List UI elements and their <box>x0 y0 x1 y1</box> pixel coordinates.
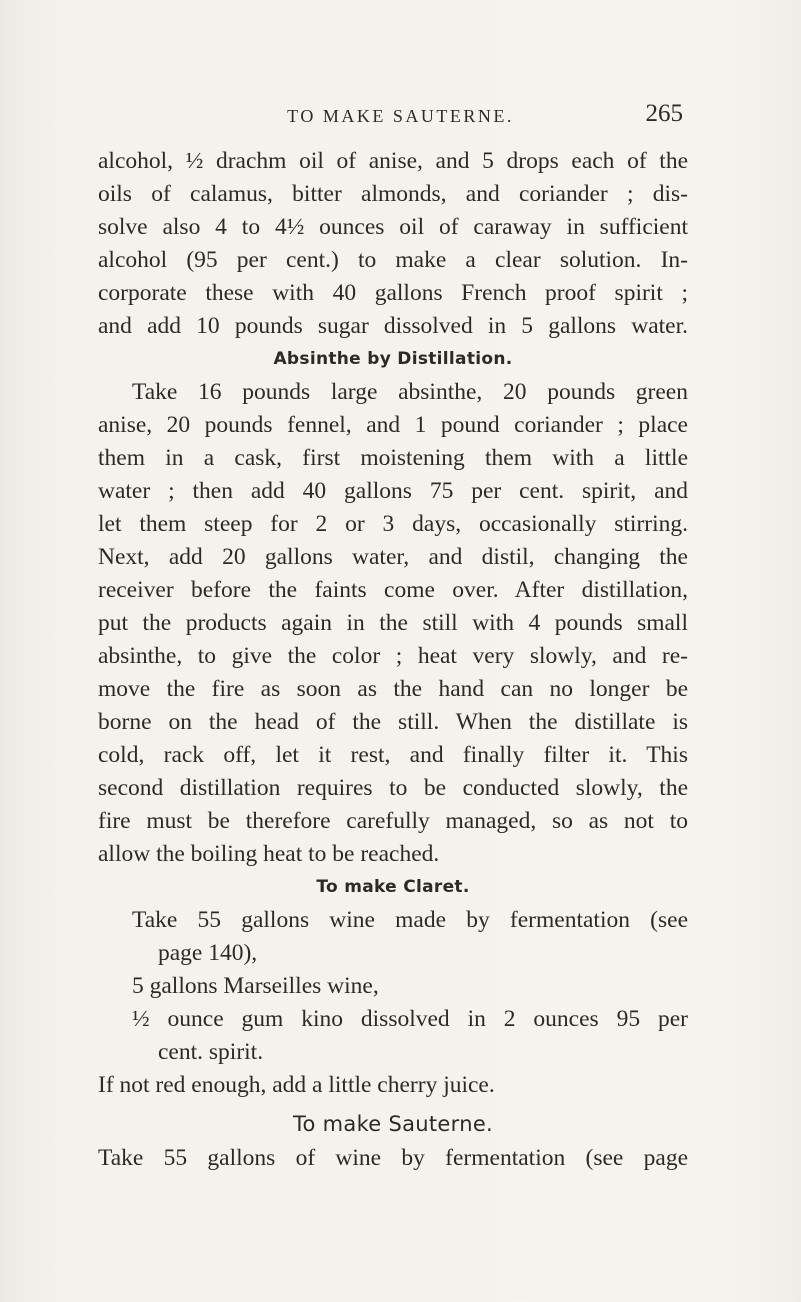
text-line: corporate these with 40 gallons French proof spirit ; <box>98 280 688 306</box>
running-head <box>0 100 801 136</box>
text-line: solve also 4 to 4½ ounces oil of caraway in sufficient <box>98 214 688 240</box>
text-line: Take 55 gallons of wine by fermentation (see page <box>98 1145 688 1171</box>
text-line: If not red enough, add a little cherry juice. <box>98 1072 495 1098</box>
section-heading-sauterne: To make Sauterne. <box>292 1112 494 1136</box>
text-line: them in a cask, first moistening them with a little <box>98 445 688 471</box>
page-number: 265 <box>645 100 683 127</box>
section-heading-absinthe: Absinthe by Distillation. <box>273 349 513 369</box>
text-line: water ; then add 40 gallons 75 per cent. spirit, and <box>98 478 688 504</box>
text-line: alcohol, ½ drachm oil of anise, and 5 drops each of the <box>98 148 688 174</box>
text-line: cent. spirit. <box>158 1039 264 1065</box>
text-line: receiver before the faints come over. After distillation, <box>98 577 688 603</box>
text-line: alcohol (95 per cent.) to make a clear solution. In- <box>98 247 688 273</box>
running-title: TO MAKE SAUTERNE. <box>287 106 514 126</box>
text-line: let them steep for 2 or 3 days, occasionally stirring. <box>98 511 688 537</box>
text-line: second distillation requires to be conducted slowly, the <box>98 775 688 801</box>
text-line: absinthe, to give the color ; heat very slowly, and re- <box>98 643 688 669</box>
text-line: Take 55 gallons wine made by fermentation (see <box>132 907 688 933</box>
body-text <box>98 145 688 1175</box>
section-heading-claret: To make Claret. <box>316 877 470 897</box>
text-line: oils of calamus, bitter almonds, and coriander ; dis- <box>98 181 688 207</box>
text-line: Next, add 20 gallons water, and distil, changing the <box>98 544 688 570</box>
text-line: ½ ounce gum kino dissolved in 2 ounces 95 per <box>132 1006 688 1032</box>
text-line: and add 10 pounds sugar dissolved in 5 gallons water. <box>98 313 688 339</box>
text-line: borne on the head of the still. When the distillate is <box>98 709 688 735</box>
text-line: Take 16 pounds large absinthe, 20 pounds green <box>132 379 688 405</box>
text-line: anise, 20 pounds fennel, and 1 pound coriander ; place <box>98 412 688 438</box>
text-line: 5 gallons Marseilles wine, <box>132 973 379 999</box>
text-line: fire must be therefore carefully managed, so as not to <box>98 808 688 834</box>
text-line: page 140), <box>158 940 258 966</box>
text-line: put the products again in the still with 4 pounds small <box>98 610 688 636</box>
text-line: move the fire as soon as the hand can no longer be <box>98 676 688 702</box>
text-line: allow the boiling heat to be reached. <box>98 841 440 867</box>
text-line: cold, rack off, let it rest, and finally filter it. This <box>98 742 688 768</box>
